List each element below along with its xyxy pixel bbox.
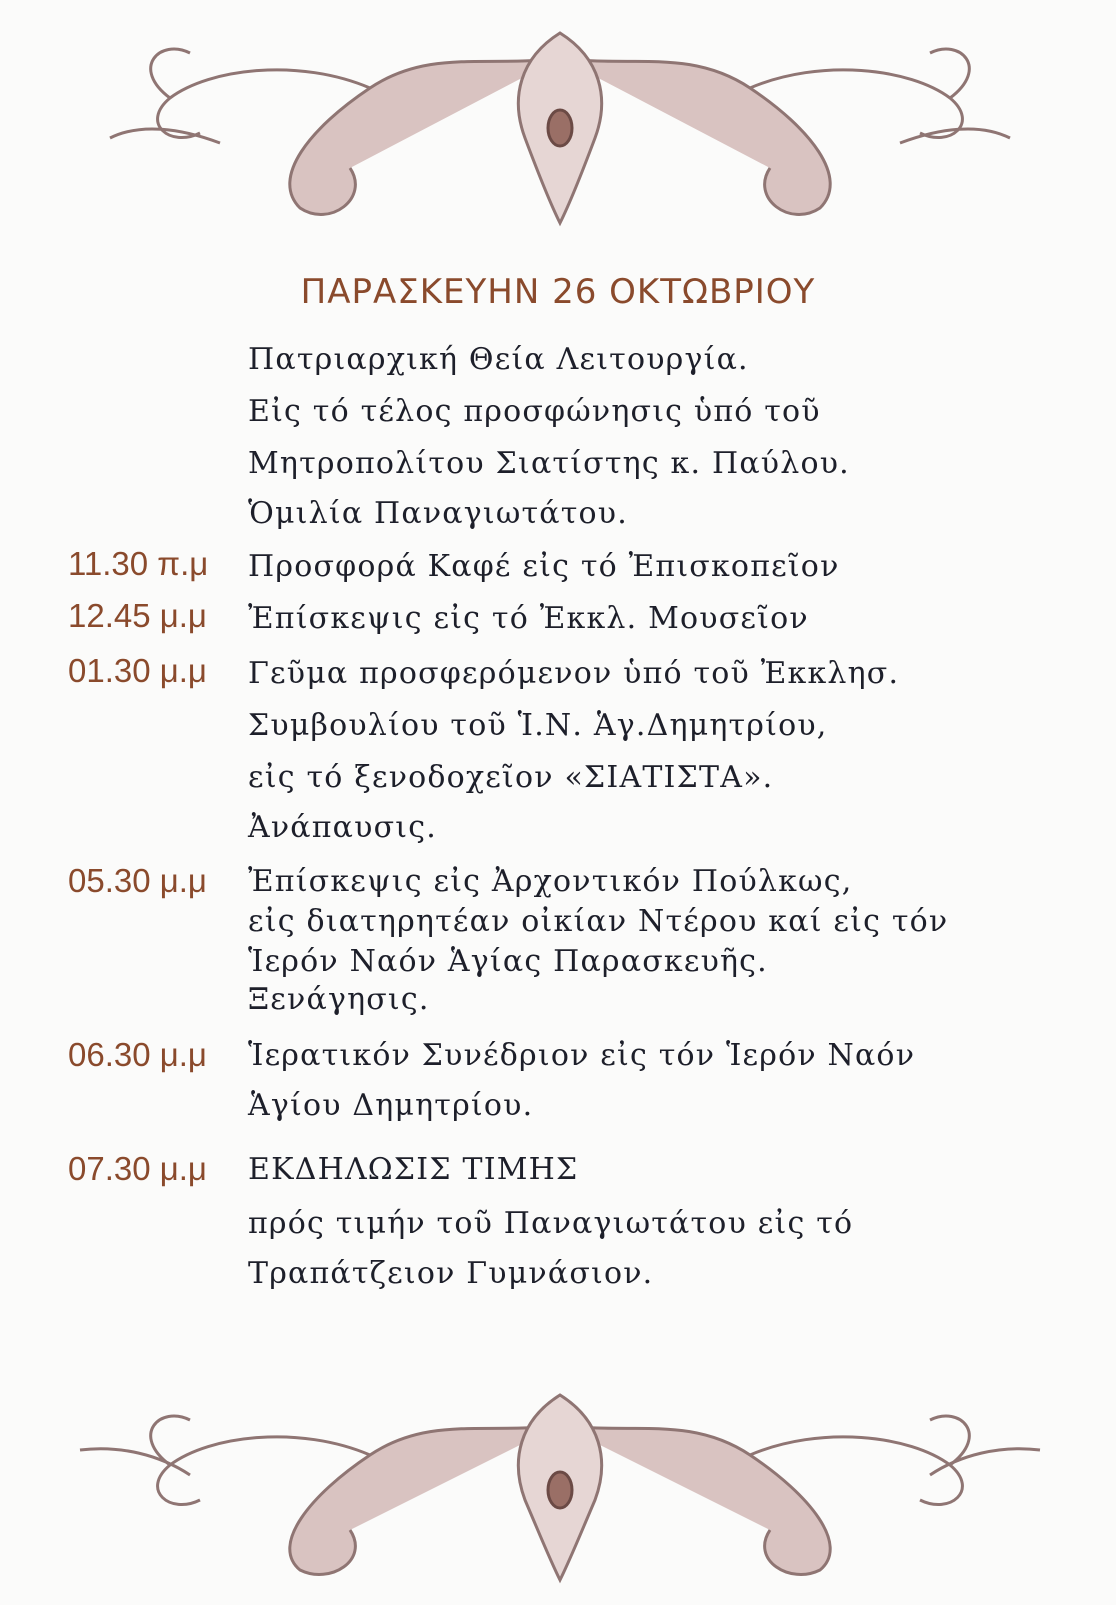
entry-line: Ξενάγησις.	[248, 982, 430, 1017]
entry-time: 07.30 μ.μ	[68, 1150, 207, 1187]
page-title: ΠΑΡΑΣΚΕΥΗΝ 26 ΟΚΤΩΒΡΙΟΥ	[300, 272, 816, 312]
entry-line: Ἱερατικόν Συνέδριον εἰς τόν Ἱερόν Ναόν	[248, 1038, 916, 1073]
entry-line: Ἐπίσκεψις εἰς τό Ἐκκλ. Μουσεῖον	[248, 601, 809, 636]
entry-time: 12.45 μ.μ	[68, 597, 207, 634]
entry-line: ΕΚΔΗΛΩΣΙΣ ΤΙΜΗΣ	[248, 1152, 579, 1187]
entry-line: Γεῦμα προσφερόμενον ὑπό τοῦ Ἐκκλησ.	[248, 656, 900, 691]
entry-line: Μητροπολίτου Σιατίστης κ. Παύλου.	[248, 446, 850, 481]
entry-line: Πατριαρχική Θεία Λειτουργία.	[248, 342, 749, 377]
entry-time: 06.30 μ.μ	[68, 1036, 207, 1073]
entry-line: Προσφορά Καφέ εἰς τό Ἐπισκοπεῖον	[248, 549, 840, 584]
entry-time: 11.30 π.μ	[68, 545, 209, 582]
entry-line: Εἰς τό τέλος προσφώνησις ὑπό τοῦ	[248, 394, 821, 429]
entry-line: εἰς τό ξενοδοχεῖον «ΣΙΑΤΙΣΤΑ».	[248, 760, 774, 795]
entry-line: Τραπάτζειον Γυμνάσιον.	[248, 1256, 654, 1291]
entry-line: Συμβουλίου τοῦ Ἱ.Ν. Ἁγ.Δημητρίου,	[248, 708, 828, 743]
bottom-scroll-ornament-icon	[70, 1385, 1050, 1585]
entry-line: Ἀνάπαυσις.	[248, 810, 437, 845]
entry-line: Ἁγίου Δημητρίου.	[248, 1088, 534, 1123]
entry-time: 05.30 μ.μ	[68, 862, 207, 899]
entry-time: 01.30 μ.μ	[68, 652, 207, 689]
entry-line: εἰς διατηρητέαν οἰκίαν Ντέρου καί εἰς τόν	[248, 904, 949, 939]
entry-line: Ὁμιλία Παναγιωτάτου.	[248, 496, 628, 531]
entry-line: Ἐπίσκεψις εἰς Ἀρχοντικόν Πούλκως,	[248, 864, 853, 899]
entry-line: πρός τιμήν τοῦ Παναγιωτάτου εἰς τό	[248, 1206, 854, 1241]
entry-line: Ἱερόν Ναόν Ἁγίας Παρασκευῆς.	[248, 944, 768, 979]
top-scroll-ornament-icon	[70, 28, 1050, 228]
